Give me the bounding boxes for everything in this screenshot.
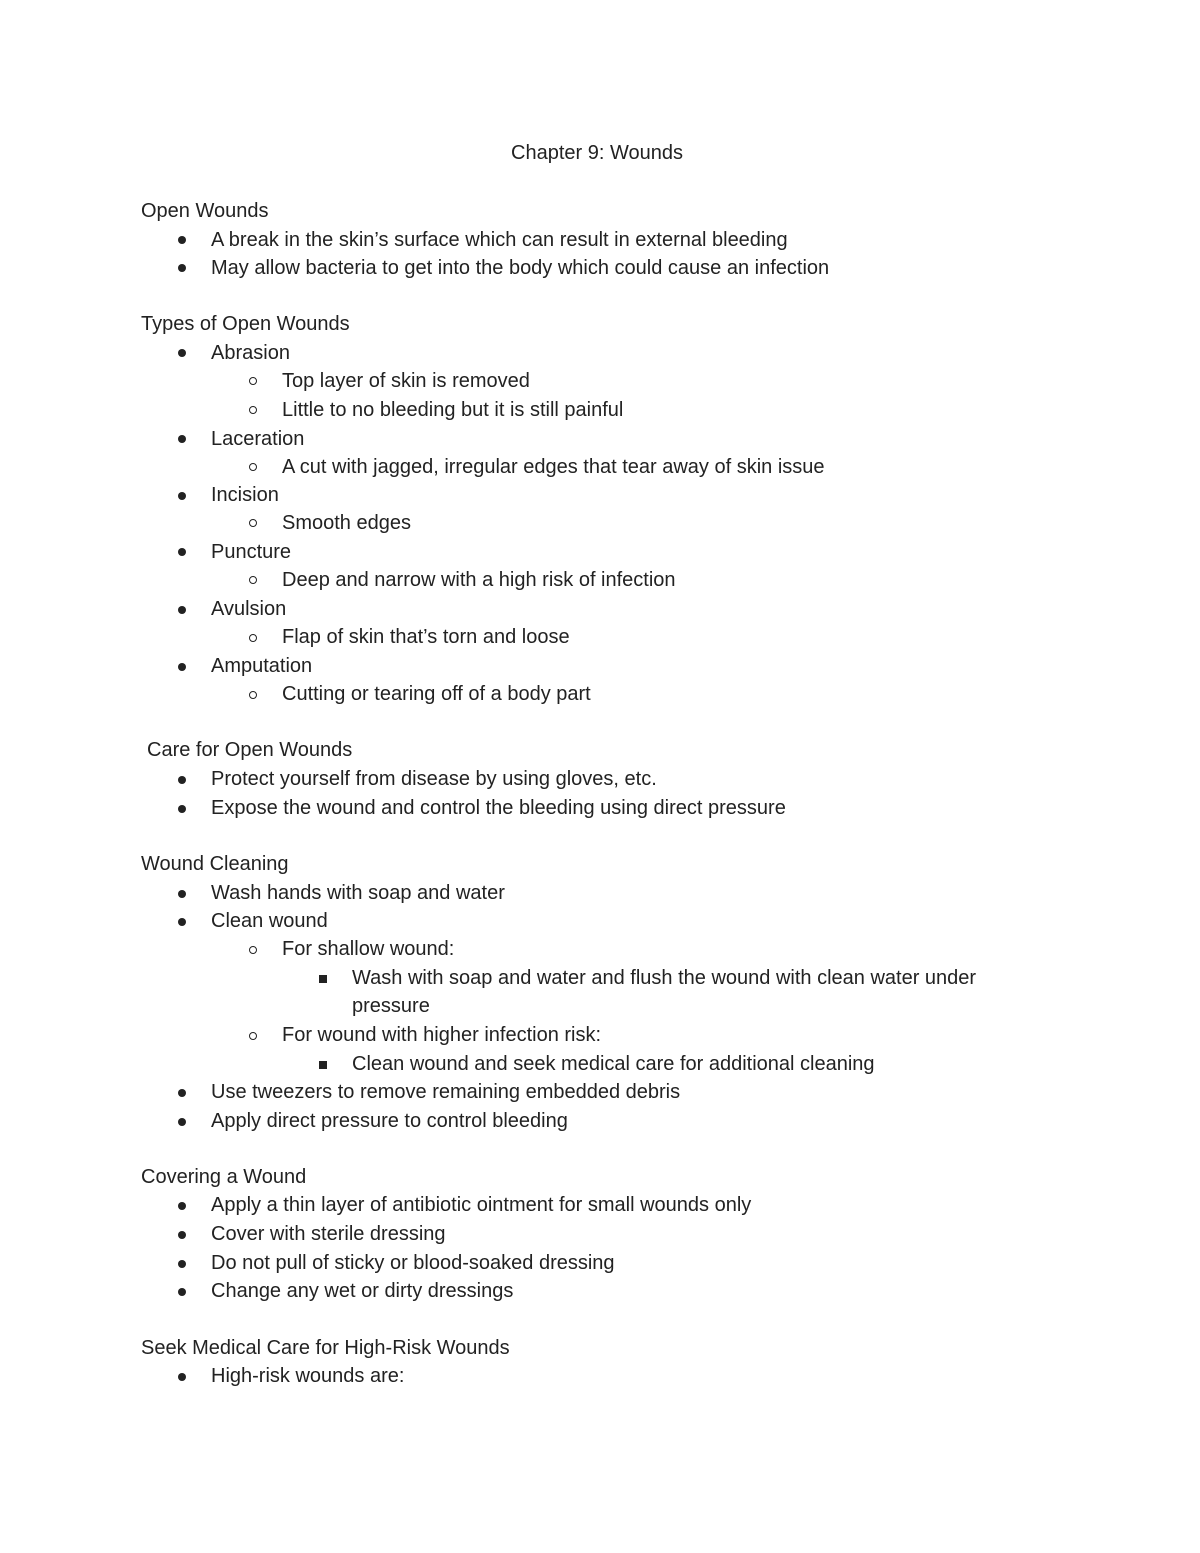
bullet-disc-icon — [178, 349, 186, 357]
section-heading-wound-cleaning: Wound Cleaning — [141, 853, 289, 875]
list-item: For shallow wound: — [282, 938, 455, 960]
bullet-disc-icon — [178, 776, 186, 784]
bullet-circle-icon — [249, 576, 257, 584]
list-item: Apply a thin layer of antibiotic ointment for small wounds only — [211, 1194, 752, 1216]
bullet-disc-icon — [178, 435, 186, 443]
list-item: Puncture — [211, 541, 292, 563]
section-heading-types-of-open-wounds: Types of Open Wounds — [141, 313, 350, 335]
bullet-circle-icon — [249, 691, 257, 699]
bullet-disc-icon — [178, 663, 186, 671]
list-item: Wash hands with soap and water — [211, 882, 505, 904]
list-item: Cover with sterile dressing — [211, 1223, 446, 1245]
bullet-circle-icon — [249, 406, 257, 414]
list-item: Incision — [211, 484, 279, 506]
bullet-disc-icon — [178, 1231, 186, 1239]
list-item: Amputation — [211, 655, 313, 677]
list-item: Flap of skin that’s torn and loose — [282, 626, 570, 648]
section-heading-covering-a-wound: Covering a Wound — [141, 1166, 307, 1188]
list-item: Wash with soap and water and flush the wound with clean water under — [352, 967, 977, 989]
bullet-square-icon — [319, 1061, 327, 1069]
bullet-disc-icon — [178, 1373, 186, 1381]
section-heading-care-for-open-wounds: Care for Open Wounds — [147, 739, 353, 761]
bullet-square-icon — [319, 975, 327, 983]
bullet-disc-icon — [178, 236, 186, 244]
list-item: Cutting or tearing off of a body part — [282, 683, 591, 705]
bullet-circle-icon — [249, 377, 257, 385]
list-item: Avulsion — [211, 598, 287, 620]
list-item: Clean wound — [211, 910, 328, 932]
bullet-disc-icon — [178, 548, 186, 556]
list-item: Protect yourself from disease by using gloves, etc. — [211, 768, 657, 790]
list-item: A break in the skin’s surface which can result in external bleeding — [211, 229, 788, 251]
list-item: Use tweezers to remove remaining embedded debris — [211, 1081, 681, 1103]
list-item: Apply direct pressure to control bleeding — [211, 1110, 568, 1132]
bullet-disc-icon — [178, 1118, 186, 1126]
list-item: May allow bacteria to get into the body which could cause an infection — [211, 257, 830, 279]
list-item: Abrasion — [211, 342, 290, 364]
list-item: Top layer of skin is removed — [282, 370, 530, 392]
bullet-disc-icon — [178, 606, 186, 614]
bullet-disc-icon — [178, 1288, 186, 1296]
list-item: Change any wet or dirty dressings — [211, 1280, 514, 1302]
list-item: Laceration — [211, 428, 305, 450]
list-item: Clean wound and seek medical care for additional cleaning — [352, 1053, 875, 1075]
bullet-circle-icon — [249, 946, 257, 954]
bullet-disc-icon — [178, 918, 186, 926]
bullet-disc-icon — [178, 1260, 186, 1268]
list-item: Do not pull of sticky or blood-soaked dressing — [211, 1252, 615, 1274]
list-item: Expose the wound and control the bleeding using direct pressure — [211, 797, 786, 819]
bullet-disc-icon — [178, 805, 186, 813]
list-item: Little to no bleeding but it is still painful — [282, 399, 624, 421]
list-item: For wound with higher infection risk: — [282, 1024, 602, 1046]
section-heading-seek-medical-care: Seek Medical Care for High-Risk Wounds — [141, 1337, 510, 1359]
bullet-circle-icon — [249, 1032, 257, 1040]
list-item: Smooth edges — [282, 512, 411, 534]
bullet-disc-icon — [178, 1202, 186, 1210]
bullet-disc-icon — [178, 890, 186, 898]
bullet-disc-icon — [178, 492, 186, 500]
list-item-continuation: pressure — [352, 995, 430, 1017]
bullet-disc-icon — [178, 1089, 186, 1097]
section-heading-open-wounds: Open Wounds — [141, 200, 269, 222]
list-item: High-risk wounds are: — [211, 1365, 405, 1387]
list-item: Deep and narrow with a high risk of infection — [282, 569, 676, 591]
bullet-circle-icon — [249, 463, 257, 471]
list-item: A cut with jagged, irregular edges that tear away of skin issue — [282, 456, 825, 478]
bullet-circle-icon — [249, 634, 257, 642]
bullet-circle-icon — [249, 519, 257, 527]
page-title: Chapter 9: Wounds — [511, 142, 683, 164]
bullet-disc-icon — [178, 264, 186, 272]
